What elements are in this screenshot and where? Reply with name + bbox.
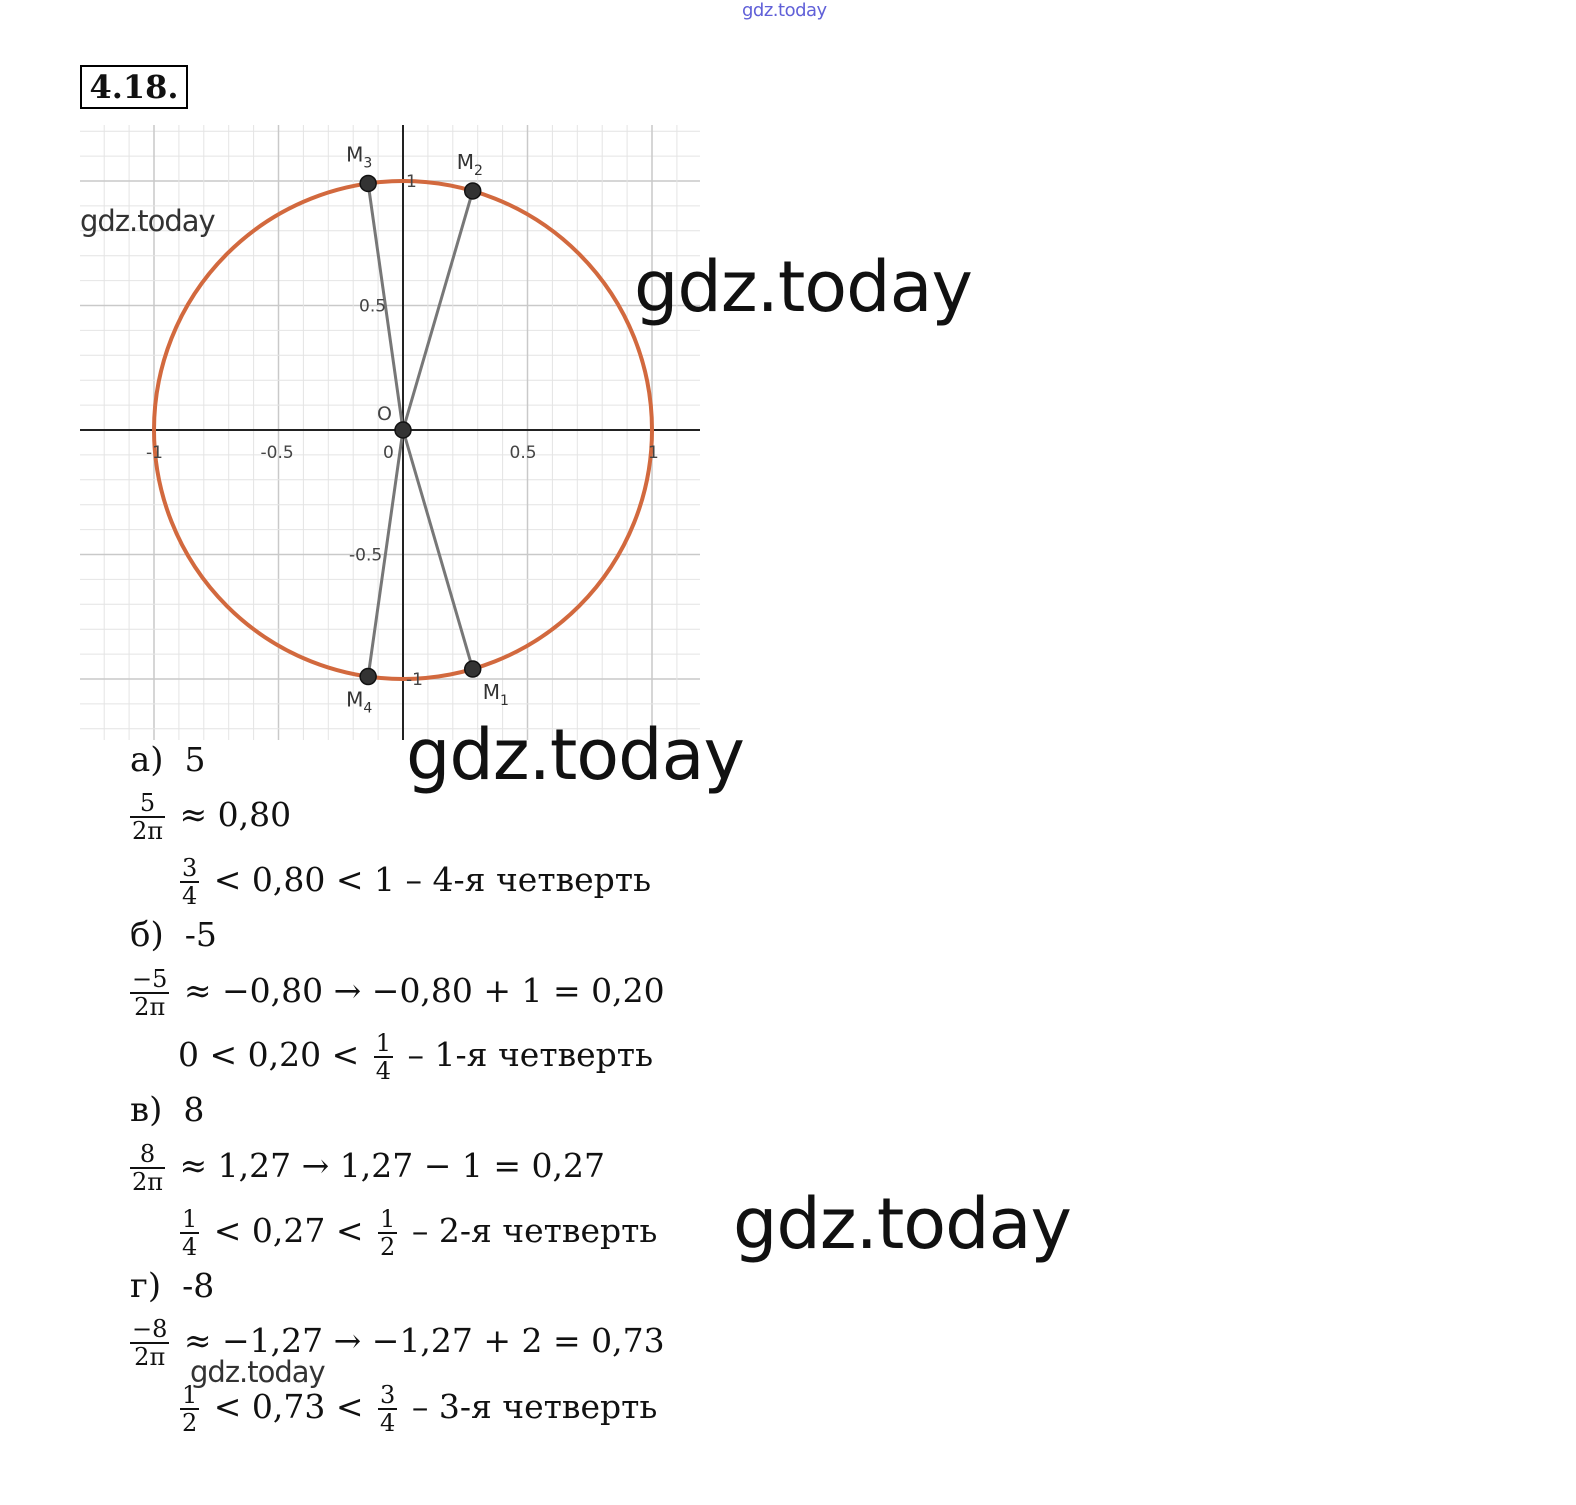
point-M1: [465, 661, 481, 677]
fraction-numerator: 1: [182, 1205, 198, 1233]
radius-segment: [403, 430, 473, 669]
solution-d-range-line: [176, 1382, 657, 1436]
origin-label: O: [377, 403, 392, 425]
y-tick-label: -1: [406, 670, 423, 690]
solution-b-range-line: [178, 1030, 653, 1084]
x-tick-label: -0.5: [260, 443, 294, 463]
x-tick-label: 0: [383, 443, 394, 463]
solution-b-value: -5: [184, 915, 217, 954]
solution-b-approx: ≈ −0,80 → −0,80 + 1 = 0,20: [183, 971, 665, 1010]
radius-segment: [403, 191, 473, 430]
y-tick-label: 1: [406, 172, 417, 192]
fraction-denominator: 4: [375, 1057, 392, 1085]
fraction-denominator: 2: [380, 1233, 396, 1261]
fraction-numerator: 1: [182, 1381, 198, 1409]
fraction-numerator: 3: [182, 854, 198, 882]
solution-a-range-line: [176, 855, 651, 909]
point-label-M2: $M_2$: [456, 149, 483, 179]
fraction-numerator: 8: [130, 1141, 165, 1169]
point-M2: [465, 183, 481, 199]
solution-c-value: 8: [183, 1090, 205, 1129]
y-tick-label: 0.5: [359, 296, 387, 317]
solution-c-range: < 0,27 <: [213, 1211, 364, 1250]
watermark-graph-big: gdz.today: [634, 246, 972, 328]
solution-a-range: < 0,80 < 1: [213, 860, 396, 899]
solution-a-approx: ≈ 0,80: [179, 795, 292, 834]
solution-c-label: в): [130, 1090, 163, 1130]
origin-point: [395, 422, 411, 438]
solution-c-quarter: – 2-я четверть: [411, 1211, 658, 1250]
point-M3: [360, 175, 376, 191]
point-M4: [360, 669, 376, 685]
solution-b-range: 0 < 0,20 <: [178, 1035, 360, 1074]
fraction-denominator: 4: [182, 1233, 198, 1261]
solution-a-header: [130, 740, 206, 780]
fraction-numerator: −8: [132, 1315, 168, 1343]
solution-b-approx-line: [126, 966, 665, 1020]
x-tick-label: 0.5: [509, 443, 537, 463]
solution-a-value: 5: [184, 740, 206, 779]
y-tick-label: -0.5: [349, 545, 383, 566]
solution-a-label: а): [130, 740, 164, 780]
point-label-M1: $M_1$: [482, 680, 509, 710]
watermark-right: gdz.today: [733, 1183, 1071, 1265]
fraction-denominator: 4: [182, 882, 198, 910]
x-tick-label: 1: [648, 443, 659, 463]
fraction-denominator: 2π: [132, 817, 164, 845]
watermark-below-graph: gdz.today: [406, 714, 744, 796]
solution-d-quarter: – 3-я четверть: [411, 1387, 658, 1426]
point-label-M4: $M_4$: [346, 687, 373, 717]
solution-d-value: -8: [182, 1266, 215, 1305]
watermark-bottom-small: gdz.today: [190, 1355, 325, 1389]
x-tick-label: -1: [146, 443, 163, 463]
solution-a-approx-line: [126, 790, 291, 844]
solution-d-approx: ≈ −1,27 → −1,27 + 2 = 0,73: [183, 1321, 665, 1360]
fraction-numerator: −5: [132, 965, 168, 993]
solution-a-quarter: – 4-я четверть: [405, 860, 652, 899]
solution-c-range-line: [176, 1206, 657, 1260]
fraction-denominator: 2: [182, 1409, 198, 1437]
watermark-graph-small: gdz.today: [80, 204, 215, 238]
solution-b-label: б): [130, 915, 164, 955]
fraction-denominator: 4: [380, 1409, 396, 1437]
fraction-numerator: 1: [375, 1029, 392, 1057]
fraction-denominator: 2π: [134, 1343, 166, 1371]
solution-b-quarter: – 1-я четверть: [407, 1035, 654, 1074]
watermark-top: gdz.today: [742, 0, 827, 21]
solution-c-approx-line: [126, 1141, 605, 1195]
fraction-numerator: 5: [130, 790, 165, 818]
solution-d-label: г): [130, 1266, 162, 1306]
solution-d-header: [130, 1266, 214, 1306]
fraction-numerator: 3: [380, 1381, 396, 1409]
fraction-numerator: 1: [380, 1205, 396, 1233]
solution-d-range: < 0,73 <: [213, 1387, 364, 1426]
solution-c-approx: ≈ 1,27 → 1,27 − 1 = 0,27: [179, 1146, 606, 1185]
fraction-denominator: 2π: [134, 993, 166, 1021]
solution-b-header: [130, 915, 217, 955]
solution-c-header: [130, 1090, 204, 1130]
point-label-M3: $M_3$: [346, 142, 373, 172]
task-number: 4.18.: [80, 65, 188, 109]
fraction-denominator: 2π: [132, 1168, 164, 1196]
